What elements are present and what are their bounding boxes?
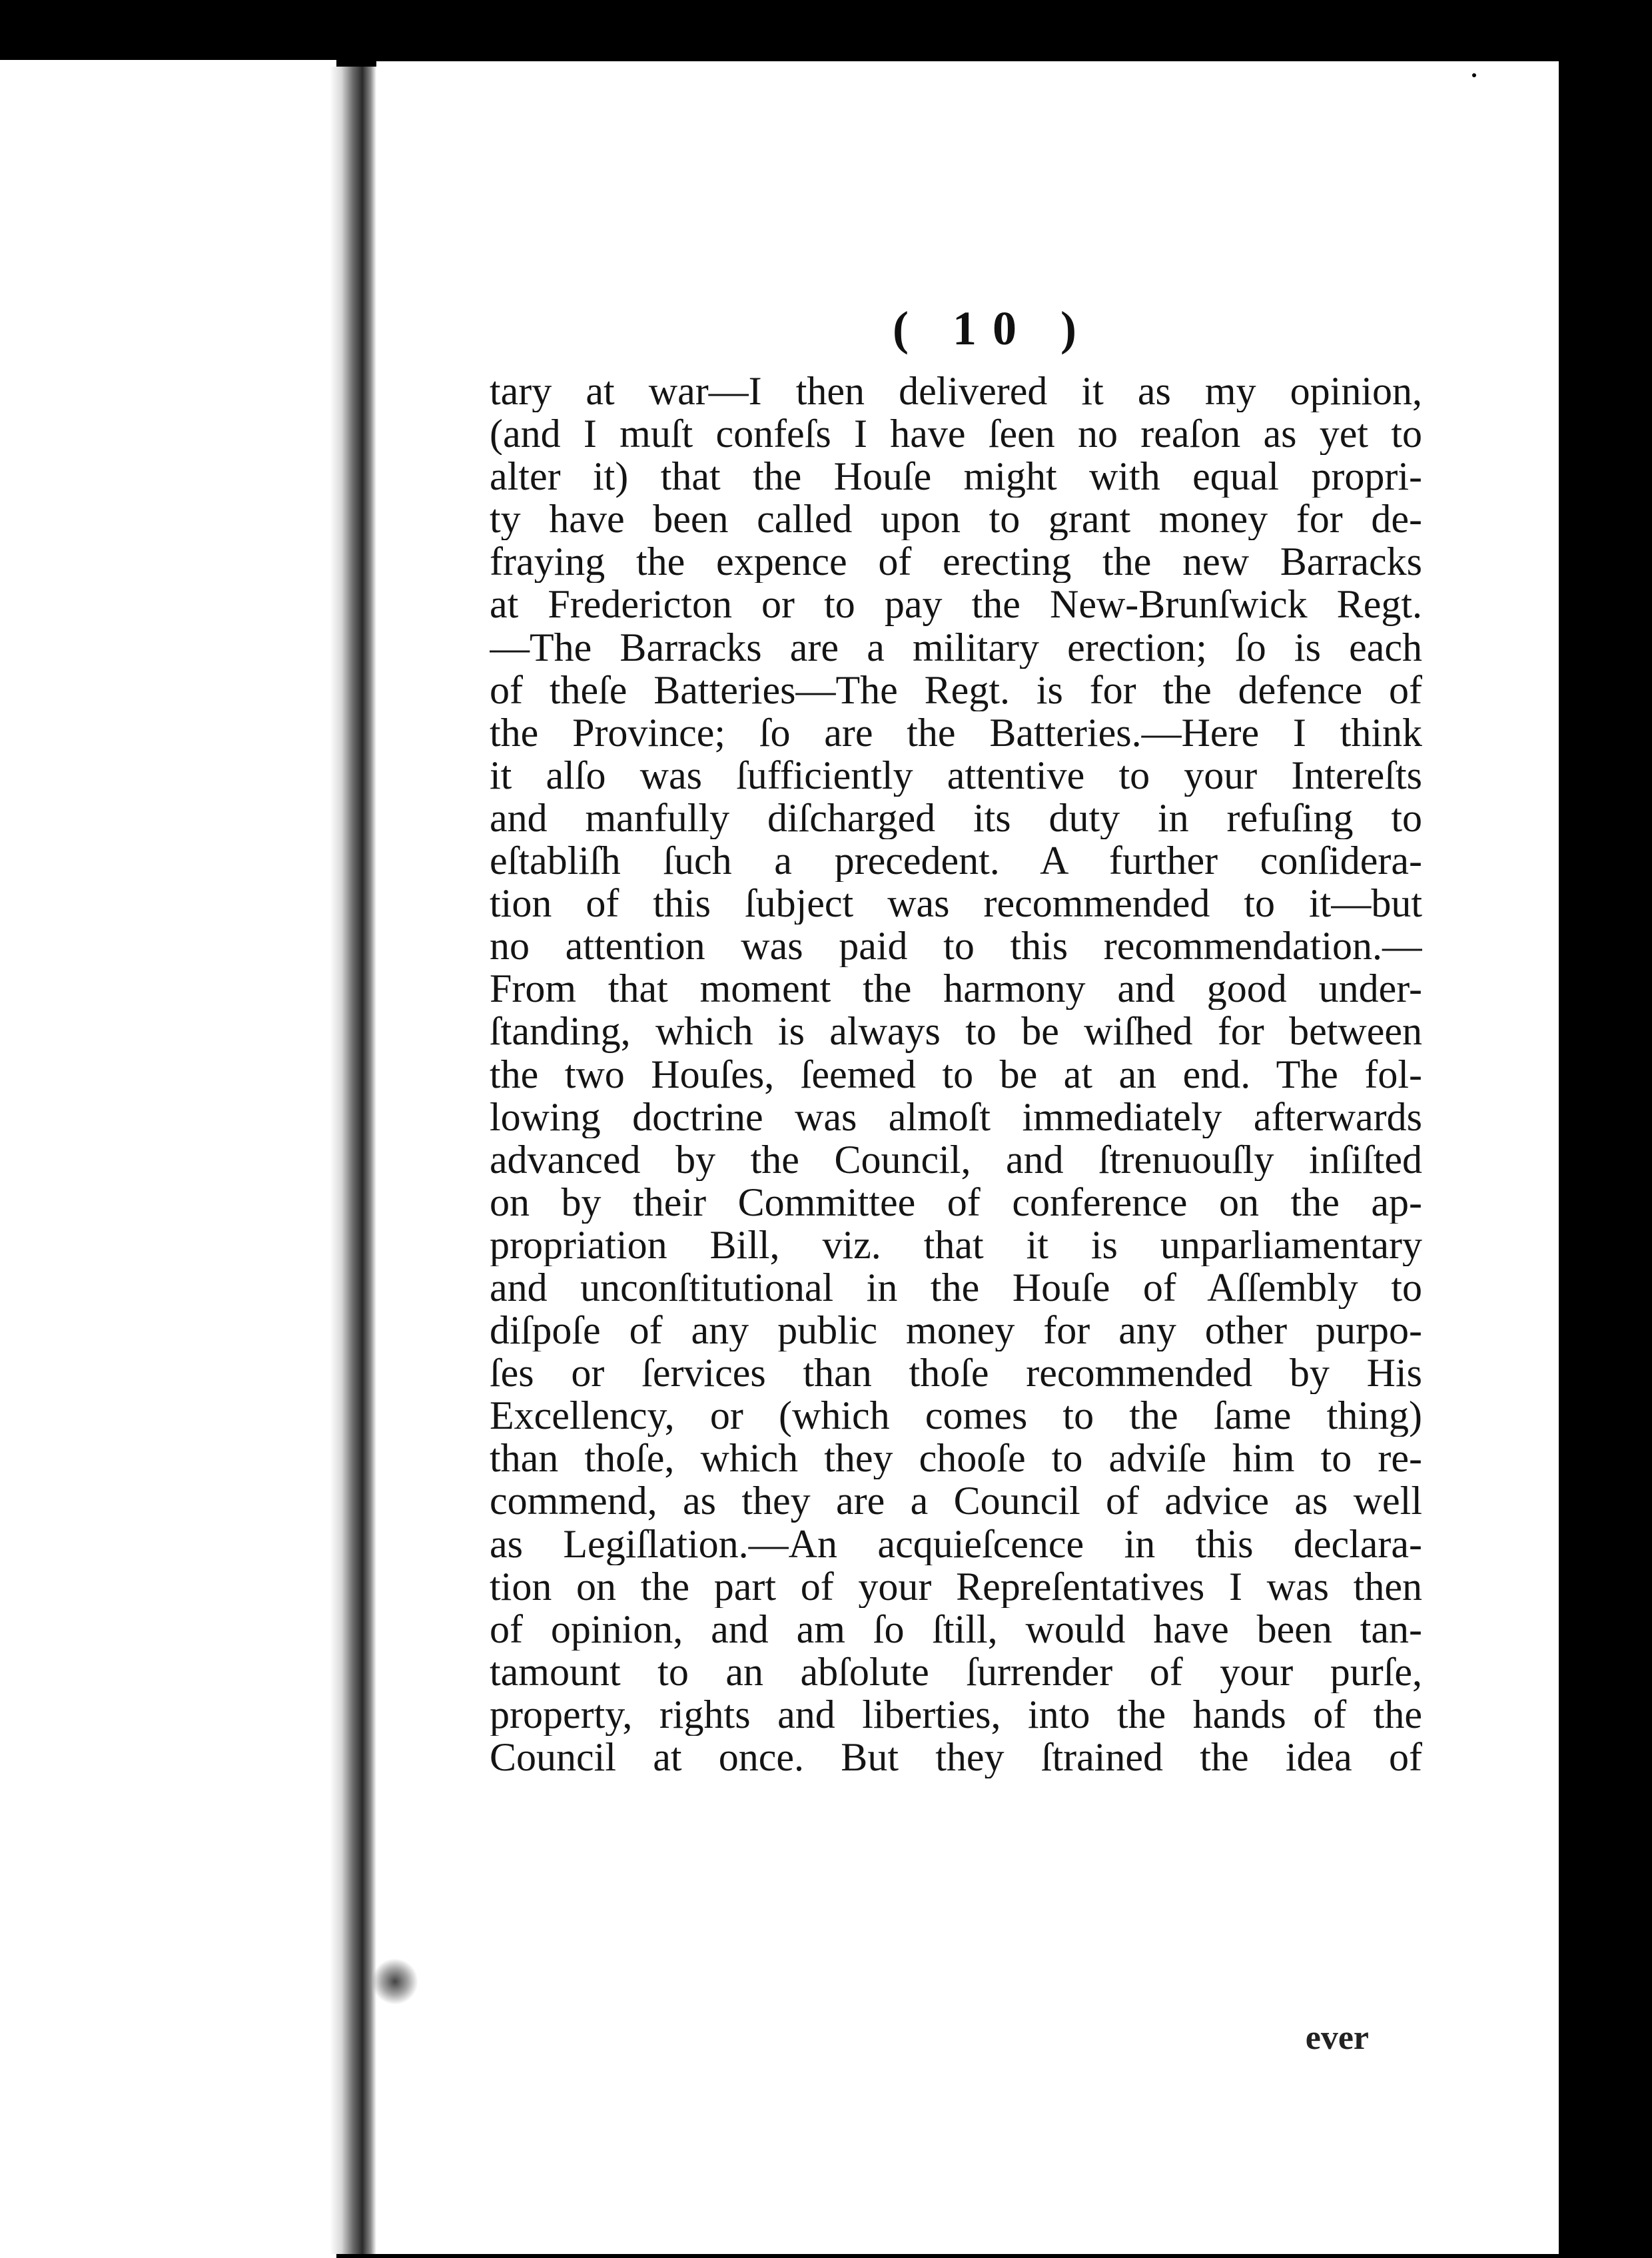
text-line: —The Barracks are a military erection; ſo is each [490,625,1422,669]
text-line: it alſo was ſufficiently attentive to your Intereſts [490,753,1422,797]
ink-speck [1472,73,1476,77]
text-line: lowing doctrine was almoſt immediately afterwards [490,1095,1422,1138]
text-line: the two Houſes, ſeemed to be at an end. The fol- [490,1052,1422,1096]
text-line: ſes or ſervices than thoſe recommended by His [490,1351,1422,1395]
text-line: at Fredericton or to pay the New-Brunſwick Regt. [490,583,1422,626]
text-line: ty have been called upon to grant money for de- [490,498,1422,541]
text-line: advanced by the Council, and ſtrenuouſly inſiſted [490,1138,1422,1181]
ink-speck [1049,27,1057,35]
text-line: tion on the part of your Repreſentatives I was then [490,1565,1422,1608]
text-line: ſtanding, which is always to be wiſhed for between [490,1010,1422,1053]
catchword: ever [1305,2019,1369,2057]
text-line: alter it) that the Houſe might with equal propri- [490,455,1422,498]
text-line: propriation Bill, viz. that it is unparliamentary [490,1223,1422,1266]
text-line: fraying the expence of erecting the new Barracks [490,540,1422,583]
text-line: tion of this ſubject was recommended to it—but [490,882,1422,925]
text-line: property, rights and liberties, into the hands of the [490,1693,1422,1736]
body-text [490,370,1422,1778]
book-gutter [330,67,376,2254]
text-line: no attention was paid to this recommendation.— [490,925,1422,968]
text-line: and unconſtitutional in the Houſe of Aſſembly to [490,1266,1422,1310]
text-line: eſtabliſh ſuch a precedent. A further conſidera- [490,839,1422,883]
text-line: as Legiſlation.—An acquieſcence in this declara- [490,1522,1422,1565]
text-line: Excellency, or (which comes to the ſame thing) [490,1394,1422,1437]
gutter-smudge [372,1958,418,2005]
text-line: on by their Committee of conference on the ap- [490,1180,1422,1224]
text-line: (and I muſt confeſs I have ſeen no reaſon as yet to [490,412,1422,456]
text-line: tamount to an abſolute ſurrender of your purſe, [490,1650,1422,1693]
left-blank-page [0,60,336,2258]
ink-speck [1589,127,1594,133]
text-line: tary at war—I then delivered it as my opinion, [490,370,1422,413]
page-number: ( 10 ) [893,302,1092,355]
text-line: commend, as they are a Council of advice as well [490,1479,1422,1523]
text-line: of opinion, and am ſo ſtill, would have been tan- [490,1607,1422,1651]
text-line: From that moment the harmony and good under- [490,967,1422,1010]
text-line: than thoſe, which they chooſe to adviſe him to re- [490,1437,1422,1480]
text-line: Council at once. But they ſtrained the idea of [490,1736,1422,1779]
text-line: and manfully diſcharged its duty in refuſing to [490,796,1422,840]
text-line: of theſe Batteries—The Regt. is for the defence of [490,668,1422,711]
text-line: diſpoſe of any public money for any other purpo- [490,1309,1422,1352]
text-line: the Province; ſo are the Batteries.—Here I think [490,711,1422,754]
